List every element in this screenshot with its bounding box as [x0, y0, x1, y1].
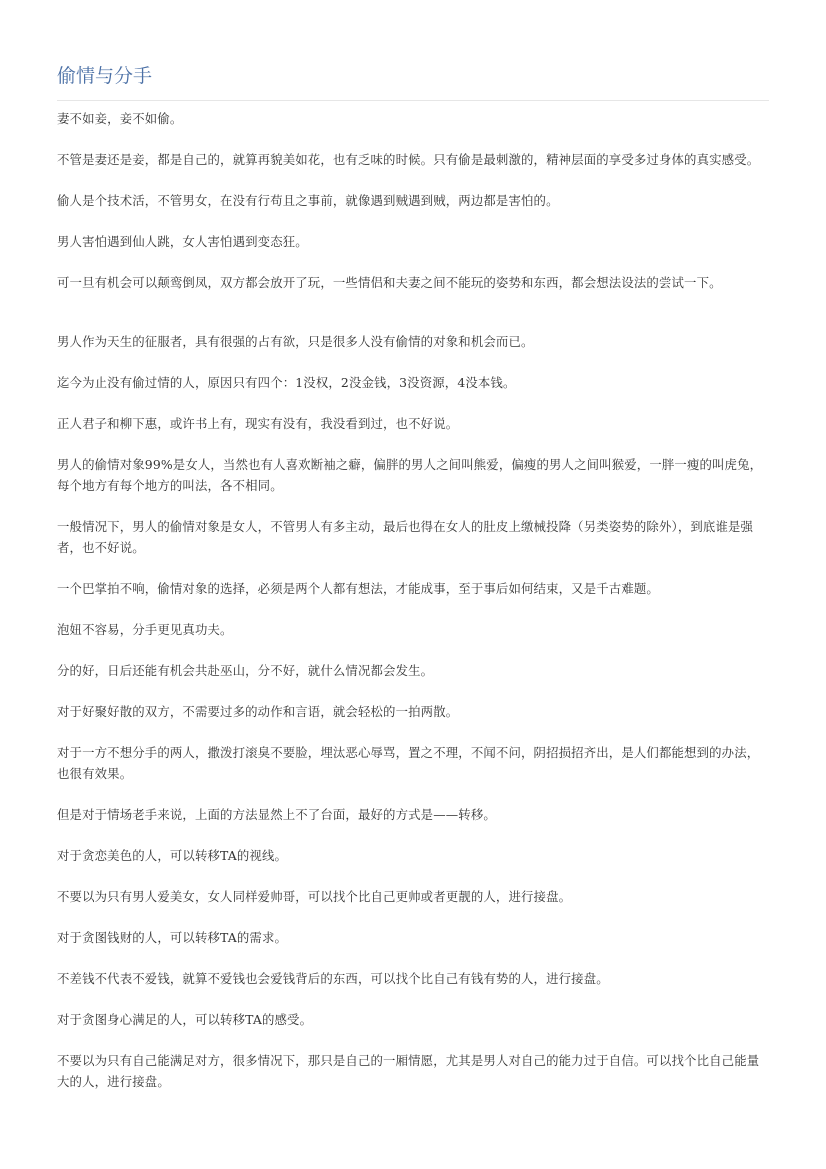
paragraph: 对于贪图钱财的人，可以转移TA的需求。	[57, 930, 288, 945]
paragraph: 对于贪恋美色的人，可以转移TA的视线。	[57, 848, 288, 863]
article	[57, 60, 769, 1112]
article-body	[57, 108, 769, 1092]
paragraph: 不管是妻还是妾，都是自己的，就算再貌美如花，也有乏味的时候。只有偷是最刺激的，精神层面的享受多过身体的真实感受。	[57, 152, 760, 167]
paragraph: 对于一方不想分手的两人，撒泼打滚臭不要脸，埋汰恶心辱骂，置之不理，不闻不问，阴招损招齐出，是人们都能想到的办法，也很有效果。	[57, 745, 760, 781]
paragraph: 分的好，日后还能有机会共赴巫山，分不好，就什么情况都会发生。	[57, 663, 434, 678]
paragraph: 男人作为天生的征服者，具有很强的占有欲，只是很多人没有偷情的对象和机会而已。	[57, 334, 534, 349]
paragraph: 男人的偷情对象99%是女人，当然也有人喜欢断袖之癖，偏胖的男人之间叫熊爱，偏瘦的男人之间叫猴爱，一胖一瘦的叫虎兔，每个地方有每个地方的叫法，各不相同。	[57, 457, 763, 493]
article-title: 偷情与分手	[57, 60, 769, 101]
paragraph: 偷人是个技术活，不管男女，在没有行苟且之事前，就像遇到贼遇到贼，两边都是害怕的。	[57, 193, 559, 208]
paragraph: 不差钱不代表不爱钱，就算不爱钱也会爱钱背后的东西，可以找个比自己有钱有势的人，进行接盘。	[57, 971, 609, 986]
paragraph: 一个巴掌拍不响，偷情对象的选择，必须是两个人都有想法，才能成事，至于事后如何结束，又是千古难题。	[57, 581, 659, 596]
paragraph: 不要以为只有男人爱美女，女人同样爱帅哥，可以找个比自己更帅或者更靓的人，进行接盘。	[57, 889, 572, 904]
paragraph: 对于好聚好散的双方，不需要过多的动作和言语，就会轻松的一拍两散。	[57, 704, 459, 719]
paragraph: 泡妞不容易，分手更见真功夫。	[57, 622, 233, 637]
paragraph: 可一旦有机会可以颠鸾倒凤，双方都会放开了玩，一些情侣和夫妻之间不能玩的姿势和东西，都会想法设法的尝试一下。	[57, 275, 722, 290]
paragraph: 一般情况下，男人的偷情对象是女人，不管男人有多主动，最后也得在女人的肚皮上缴械投降（另类姿势的除外），到底谁是强者，也不好说。	[57, 519, 754, 555]
paragraph: 妻不如妾，妾不如偷。	[57, 111, 183, 126]
paragraph: 男人害怕遇到仙人跳，女人害怕遇到变态狂。	[57, 234, 308, 249]
paragraph: 但是对于情场老手来说，上面的方法显然上不了台面，最好的方式是——转移。	[57, 807, 496, 822]
paragraph: 正人君子和柳下惠，或许书上有，现实有没有，我没看到过，也不好说。	[57, 416, 459, 431]
paragraph: 对于贪图身心满足的人，可以转移TA的感受。	[57, 1012, 313, 1027]
paragraph: 不要以为只有自己能满足对方，很多情况下，那只是自己的一厢情愿，尤其是男人对自己的能力过于自信。可以找个比自己能量大的人，进行接盘。	[57, 1053, 760, 1089]
paragraph: 迄今为止没有偷过情的人，原因只有四个：1没权，2没金钱，3没资源，4没本钱。	[57, 375, 516, 390]
